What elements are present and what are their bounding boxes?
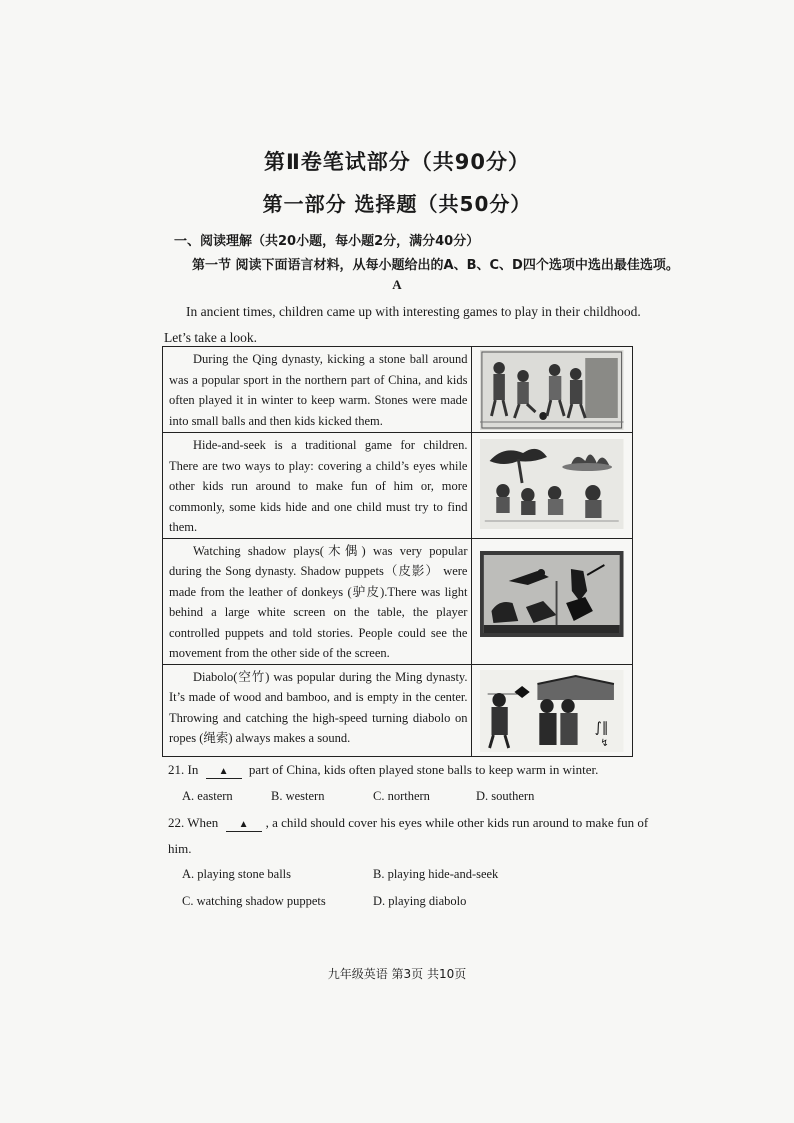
row-text: Hide-and-seek is a traditional game for children. There are two ways to play: covering a child’s eyes while other kids run around to make fun of him or, more commonly, some kids hide and one child must try to find them. <box>169 438 468 534</box>
option-a[interactable]: A. playing stone balls <box>182 867 292 881</box>
table-row <box>163 538 633 664</box>
option-b[interactable]: B. playing hide-and-seek <box>373 867 499 881</box>
question-number: 22. <box>168 815 185 830</box>
diabolo-illustration <box>480 670 624 752</box>
table-cell-image <box>472 347 633 433</box>
question-text: In <box>187 762 199 777</box>
games-table <box>162 346 633 757</box>
row-text: Watching shadow plays(木偶) was very popular during the Song dynasty. Shadow puppets（皮影） were made from the leather of donkeys (驴皮).There was light behind a large white screen on the table, the player controlled puppets and told stories. People could see the movement from the other side of the screen. <box>169 543 468 660</box>
option-b[interactable]: B. western <box>271 789 325 803</box>
passage-intro-continued: Let’s take a look. <box>164 330 257 345</box>
answer-blank[interactable]: ▲ <box>206 766 242 779</box>
page-footer: 九年级英语 第3页 共10页 <box>327 967 467 981</box>
passage-label: A <box>392 277 402 292</box>
option-d[interactable]: D. southern <box>476 789 535 803</box>
paper-title: 第Ⅱ卷笔试部分（共90分） <box>263 150 531 174</box>
question-text: part of China, kids often played stone balls to keep warm in winter. <box>248 762 599 777</box>
table-cell-text <box>163 538 472 664</box>
question-text: When <box>187 815 219 830</box>
table-cell-image <box>472 433 633 539</box>
hide-and-seek-illustration <box>480 439 624 529</box>
question-21 <box>168 762 598 779</box>
table-cell-text <box>163 664 472 756</box>
section-instruction: 第一节 阅读下面语言材料，从每小题给出的A、B、C、D四个选项中选出最佳选项。 <box>192 258 679 273</box>
question-number: 21. <box>168 762 185 777</box>
part-title: 第一部分 选择题（共50分） <box>262 192 532 216</box>
question-22 <box>168 815 648 832</box>
table-cell-text <box>163 347 472 433</box>
option-c[interactable]: C. watching shadow puppets <box>182 894 326 908</box>
option-a[interactable]: A. eastern <box>182 789 233 803</box>
svg-text:↯: ↯ <box>601 737 610 749</box>
table-cell-image <box>472 538 633 664</box>
svg-text:∫∥: ∫∥ <box>595 719 609 736</box>
table-row <box>163 664 633 756</box>
question-text: , a child should cover his eyes while other kids run around to make fun of <box>265 815 649 830</box>
table-cell-image <box>472 664 633 756</box>
answer-blank[interactable]: ▲ <box>226 819 262 832</box>
row-text: Diabolo(空竹) was popular during the Ming dynasty. It’s made of wood and bamboo, and is empty in the center. Throwing and catching the high-speed turning diabolo on ropes (绳索) always makes a sound. <box>169 669 468 745</box>
question-text-continued: him. <box>168 841 192 856</box>
option-d[interactable]: D. playing diabolo <box>373 894 467 908</box>
row-text: During the Qing dynasty, kicking a stone ball around was a popular sport in the northern part of China, and kids often played it in winter to keep warm. Stones were made into small balls and then kids kicked them. <box>169 352 468 428</box>
table-cell-text <box>163 433 472 539</box>
passage-intro: In ancient times, children came up with interesting games to play in their childhood. <box>186 304 641 319</box>
section-heading: 一、阅读理解（共20小题，每小题2分，满分40分） <box>174 234 480 249</box>
option-c[interactable]: C. northern <box>373 789 430 803</box>
table-row <box>163 433 633 539</box>
shadow-puppet-illustration <box>480 551 624 637</box>
stone-ball-illustration <box>480 350 624 430</box>
table-row <box>163 347 633 433</box>
